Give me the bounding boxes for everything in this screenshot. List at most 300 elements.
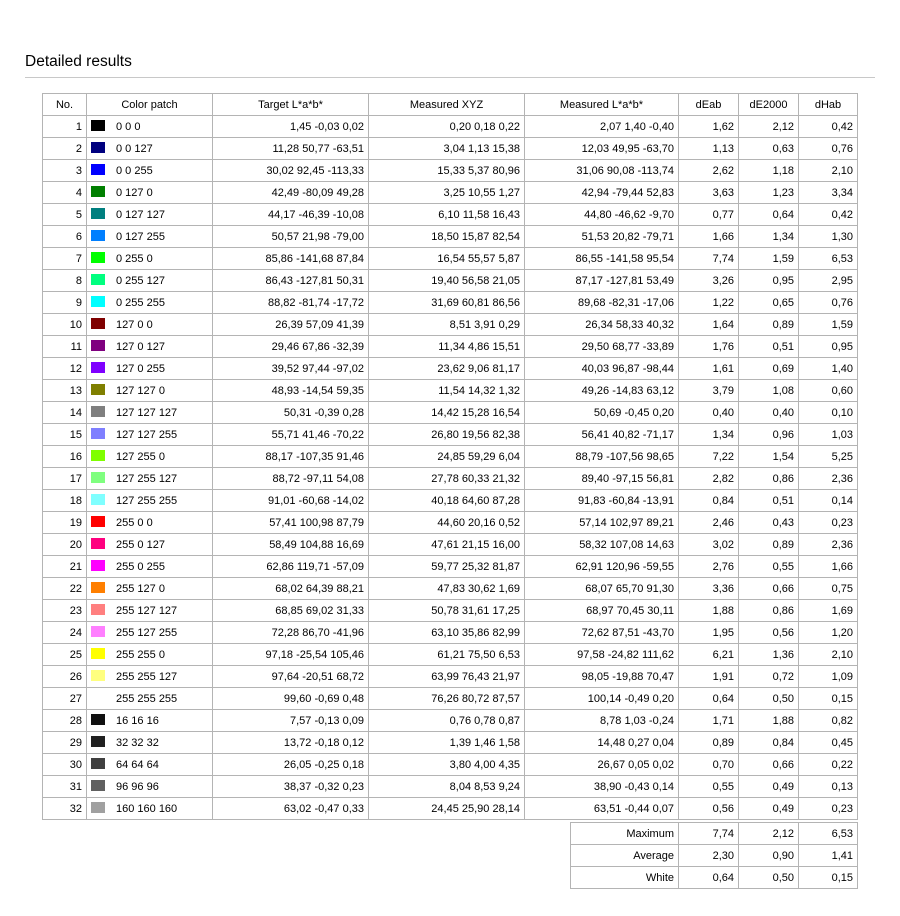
results-body (43, 116, 858, 820)
table-row (43, 732, 858, 754)
cell-deab: 1,95 (679, 622, 739, 644)
summary-row (571, 823, 858, 845)
cell-measured-xyz: 3,80 4,00 4,35 (369, 754, 525, 776)
cell-de2000: 0,96 (739, 424, 799, 446)
cell-measured-lab: 14,48 0,27 0,04 (525, 732, 679, 754)
color-swatch (91, 274, 105, 285)
cell-measured-xyz: 63,99 76,43 21,97 (369, 666, 525, 688)
cell-no: 21 (43, 556, 87, 578)
cell-dhab: 1,69 (799, 600, 858, 622)
table-row (43, 424, 858, 446)
cell-measured-xyz: 59,77 25,32 81,87 (369, 556, 525, 578)
table-row (43, 402, 858, 424)
cell-color-patch (87, 314, 213, 336)
cell-target-lab: 39,52 97,44 -97,02 (213, 358, 369, 380)
color-patch-label: 0 255 0 (116, 252, 153, 265)
cell-target-lab: 91,01 -60,68 -14,02 (213, 490, 369, 512)
cell-measured-xyz: 15,33 5,37 80,96 (369, 160, 525, 182)
cell-deab: 1,62 (679, 116, 739, 138)
cell-measured-lab: 2,07 1,40 -0,40 (525, 116, 679, 138)
cell-color-patch (87, 644, 213, 666)
cell-color-patch (87, 754, 213, 776)
color-swatch (91, 252, 105, 263)
color-swatch (91, 670, 105, 681)
cell-target-lab: 13,72 -0,18 0,12 (213, 732, 369, 754)
cell-measured-xyz: 3,25 10,55 1,27 (369, 182, 525, 204)
cell-no: 19 (43, 512, 87, 534)
cell-measured-xyz: 11,34 4,86 15,51 (369, 336, 525, 358)
table-row (43, 666, 858, 688)
cell-measured-xyz: 0,20 0,18 0,22 (369, 116, 525, 138)
cell-measured-lab: 29,50 68,77 -33,89 (525, 336, 679, 358)
cell-de2000: 0,95 (739, 270, 799, 292)
cell-no: 23 (43, 600, 87, 622)
color-swatch (91, 164, 105, 175)
cell-no: 16 (43, 446, 87, 468)
cell-dhab: 0,60 (799, 380, 858, 402)
cell-target-lab: 88,17 -107,35 91,46 (213, 446, 369, 468)
cell-measured-xyz: 24,45 25,90 28,14 (369, 798, 525, 820)
cell-color-patch (87, 116, 213, 138)
cell-de2000: 0,66 (739, 754, 799, 776)
cell-target-lab: 99,60 -0,69 0,48 (213, 688, 369, 710)
color-swatch (91, 406, 105, 417)
cell-color-patch (87, 710, 213, 732)
cell-color-patch (87, 446, 213, 468)
cell-dhab: 0,15 (799, 688, 858, 710)
color-swatch (91, 362, 105, 373)
summary-label: Average (571, 845, 679, 867)
cell-color-patch (87, 600, 213, 622)
color-swatch (91, 494, 105, 505)
cell-target-lab: 57,41 100,98 87,79 (213, 512, 369, 534)
cell-de2000: 0,40 (739, 402, 799, 424)
cell-no: 4 (43, 182, 87, 204)
color-swatch (91, 758, 105, 769)
table-row (43, 226, 858, 248)
cell-deab: 1,61 (679, 358, 739, 380)
cell-measured-lab: 100,14 -0,49 0,20 (525, 688, 679, 710)
cell-deab: 1,71 (679, 710, 739, 732)
summary-table (570, 822, 858, 889)
cell-measured-lab: 40,03 96,87 -98,44 (525, 358, 679, 380)
cell-dhab: 0,23 (799, 512, 858, 534)
cell-target-lab: 63,02 -0,47 0,33 (213, 798, 369, 820)
color-swatch (91, 582, 105, 593)
color-patch-label: 255 0 0 (116, 516, 153, 529)
color-patch-label: 127 0 255 (116, 362, 165, 375)
cell-de2000: 0,50 (739, 688, 799, 710)
cell-color-patch (87, 292, 213, 314)
cell-measured-lab: 88,79 -107,56 98,65 (525, 446, 679, 468)
summary-dhab: 1,41 (799, 845, 858, 867)
cell-measured-xyz: 16,54 55,57 5,87 (369, 248, 525, 270)
cell-color-patch (87, 380, 213, 402)
cell-deab: 1,64 (679, 314, 739, 336)
color-swatch (91, 516, 105, 527)
table-row (43, 138, 858, 160)
cell-deab: 0,64 (679, 688, 739, 710)
cell-deab: 1,66 (679, 226, 739, 248)
cell-deab: 0,55 (679, 776, 739, 798)
cell-color-patch (87, 798, 213, 820)
cell-color-patch (87, 248, 213, 270)
table-row (43, 600, 858, 622)
cell-no: 15 (43, 424, 87, 446)
cell-target-lab: 55,71 41,46 -70,22 (213, 424, 369, 446)
color-swatch (91, 736, 105, 747)
cell-measured-xyz: 47,83 30,62 1,69 (369, 578, 525, 600)
cell-target-lab: 97,18 -25,54 105,46 (213, 644, 369, 666)
cell-measured-xyz: 24,85 59,29 6,04 (369, 446, 525, 468)
cell-de2000: 1,88 (739, 710, 799, 732)
summary-body (571, 823, 858, 889)
cell-de2000: 0,69 (739, 358, 799, 380)
cell-no: 18 (43, 490, 87, 512)
cell-target-lab: 68,02 64,39 88,21 (213, 578, 369, 600)
cell-deab: 7,74 (679, 248, 739, 270)
cell-measured-lab: 44,80 -46,62 -9,70 (525, 204, 679, 226)
cell-measured-lab: 12,03 49,95 -63,70 (525, 138, 679, 160)
cell-de2000: 1,34 (739, 226, 799, 248)
cell-de2000: 0,64 (739, 204, 799, 226)
cell-de2000: 0,51 (739, 336, 799, 358)
cell-target-lab: 30,02 92,45 -113,33 (213, 160, 369, 182)
cell-no: 13 (43, 380, 87, 402)
color-patch-label: 255 255 0 (116, 648, 165, 661)
cell-de2000: 0,43 (739, 512, 799, 534)
cell-measured-xyz: 18,50 15,87 82,54 (369, 226, 525, 248)
cell-dhab: 1,40 (799, 358, 858, 380)
color-patch-label: 0 127 255 (116, 230, 165, 243)
cell-color-patch (87, 688, 213, 710)
cell-deab: 3,63 (679, 182, 739, 204)
column-header: Measured L*a*b* (525, 94, 679, 116)
cell-de2000: 0,49 (739, 798, 799, 820)
summary-de2000: 0,50 (739, 867, 799, 889)
cell-measured-lab: 87,17 -127,81 53,49 (525, 270, 679, 292)
cell-color-patch (87, 336, 213, 358)
summary-label: Maximum (571, 823, 679, 845)
cell-measured-xyz: 76,26 80,72 87,57 (369, 688, 525, 710)
cell-dhab: 0,14 (799, 490, 858, 512)
summary-deab: 7,74 (679, 823, 739, 845)
cell-deab: 1,88 (679, 600, 739, 622)
cell-target-lab: 42,49 -80,09 49,28 (213, 182, 369, 204)
cell-target-lab: 62,86 119,71 -57,09 (213, 556, 369, 578)
cell-deab: 1,22 (679, 292, 739, 314)
cell-measured-lab: 8,78 1,03 -0,24 (525, 710, 679, 732)
cell-no: 20 (43, 534, 87, 556)
table-row (43, 688, 858, 710)
cell-measured-lab: 72,62 87,51 -43,70 (525, 622, 679, 644)
cell-deab: 0,84 (679, 490, 739, 512)
cell-no: 27 (43, 688, 87, 710)
table-row (43, 578, 858, 600)
cell-deab: 6,21 (679, 644, 739, 666)
color-swatch (91, 296, 105, 307)
cell-dhab: 1,66 (799, 556, 858, 578)
cell-measured-xyz: 0,76 0,78 0,87 (369, 710, 525, 732)
color-patch-label: 255 255 255 (116, 692, 178, 705)
cell-measured-xyz: 44,60 20,16 0,52 (369, 512, 525, 534)
cell-de2000: 2,12 (739, 116, 799, 138)
cell-measured-lab: 49,26 -14,83 63,12 (525, 380, 679, 402)
cell-no: 17 (43, 468, 87, 490)
cell-deab: 0,70 (679, 754, 739, 776)
cell-no: 28 (43, 710, 87, 732)
cell-deab: 2,82 (679, 468, 739, 490)
cell-color-patch (87, 226, 213, 248)
cell-deab: 1,34 (679, 424, 739, 446)
color-patch-label: 127 0 127 (116, 340, 165, 353)
cell-dhab: 0,13 (799, 776, 858, 798)
cell-target-lab: 97,64 -20,51 68,72 (213, 666, 369, 688)
cell-measured-xyz: 26,80 19,56 82,38 (369, 424, 525, 446)
cell-dhab: 0,76 (799, 138, 858, 160)
table-row (43, 292, 858, 314)
cell-no: 8 (43, 270, 87, 292)
cell-no: 25 (43, 644, 87, 666)
table-row (43, 490, 858, 512)
color-swatch (91, 648, 105, 659)
cell-target-lab: 29,46 67,86 -32,39 (213, 336, 369, 358)
cell-dhab: 0,45 (799, 732, 858, 754)
column-header: dHab (799, 94, 858, 116)
cell-color-patch (87, 512, 213, 534)
summary-row (571, 867, 858, 889)
cell-target-lab: 7,57 -0,13 0,09 (213, 710, 369, 732)
table-row (43, 798, 858, 820)
cell-dhab: 0,76 (799, 292, 858, 314)
column-header: Target L*a*b* (213, 94, 369, 116)
cell-deab: 3,26 (679, 270, 739, 292)
cell-measured-xyz: 61,21 75,50 6,53 (369, 644, 525, 666)
cell-target-lab: 88,72 -97,11 54,08 (213, 468, 369, 490)
cell-dhab: 0,95 (799, 336, 858, 358)
cell-de2000: 1,23 (739, 182, 799, 204)
cell-color-patch (87, 204, 213, 226)
table-row (43, 182, 858, 204)
color-patch-label: 127 255 127 (116, 472, 178, 485)
color-patch-label: 127 127 255 (116, 428, 178, 441)
table-header-row (43, 94, 858, 116)
color-patch-label: 160 160 160 (116, 802, 178, 815)
summary-deab: 2,30 (679, 845, 739, 867)
cell-de2000: 1,59 (739, 248, 799, 270)
color-swatch (91, 142, 105, 153)
section-title: Detailed results (25, 53, 132, 70)
color-swatch (91, 472, 105, 483)
title-divider (25, 77, 875, 78)
summary-de2000: 0,90 (739, 845, 799, 867)
cell-dhab: 6,53 (799, 248, 858, 270)
cell-color-patch (87, 666, 213, 688)
cell-measured-xyz: 47,61 21,15 16,00 (369, 534, 525, 556)
cell-measured-xyz: 27,78 60,33 21,32 (369, 468, 525, 490)
cell-de2000: 1,36 (739, 644, 799, 666)
cell-dhab: 3,34 (799, 182, 858, 204)
color-patch-label: 0 255 127 (116, 274, 165, 287)
cell-deab: 2,62 (679, 160, 739, 182)
color-patch-label: 96 96 96 (116, 780, 159, 793)
color-swatch (91, 450, 105, 461)
color-swatch (91, 714, 105, 725)
cell-no: 1 (43, 116, 87, 138)
cell-de2000: 0,66 (739, 578, 799, 600)
cell-no: 11 (43, 336, 87, 358)
cell-target-lab: 85,86 -141,68 87,84 (213, 248, 369, 270)
cell-measured-xyz: 50,78 31,61 17,25 (369, 600, 525, 622)
color-patch-label: 0 0 127 (116, 142, 153, 155)
table-row (43, 446, 858, 468)
cell-dhab: 0,42 (799, 204, 858, 226)
cell-measured-lab: 97,58 -24,82 111,62 (525, 644, 679, 666)
cell-measured-xyz: 63,10 35,86 82,99 (369, 622, 525, 644)
cell-measured-lab: 50,69 -0,45 0,20 (525, 402, 679, 424)
table-row (43, 336, 858, 358)
cell-color-patch (87, 556, 213, 578)
cell-de2000: 0,86 (739, 600, 799, 622)
cell-color-patch (87, 468, 213, 490)
color-patch-label: 127 255 255 (116, 494, 178, 507)
column-header: No. (43, 94, 87, 116)
cell-measured-lab: 98,05 -19,88 70,47 (525, 666, 679, 688)
cell-dhab: 0,42 (799, 116, 858, 138)
cell-de2000: 0,49 (739, 776, 799, 798)
cell-target-lab: 26,39 57,09 41,39 (213, 314, 369, 336)
cell-measured-lab: 58,32 107,08 14,63 (525, 534, 679, 556)
table-row (43, 468, 858, 490)
cell-measured-lab: 68,07 65,70 91,30 (525, 578, 679, 600)
column-header: Measured XYZ (369, 94, 525, 116)
cell-dhab: 2,10 (799, 160, 858, 182)
cell-deab: 7,22 (679, 446, 739, 468)
cell-measured-lab: 89,40 -97,15 56,81 (525, 468, 679, 490)
color-patch-label: 0 127 127 (116, 208, 165, 221)
cell-no: 14 (43, 402, 87, 424)
table-row (43, 622, 858, 644)
cell-no: 31 (43, 776, 87, 798)
cell-measured-lab: 91,83 -60,84 -13,91 (525, 490, 679, 512)
cell-target-lab: 68,85 69,02 31,33 (213, 600, 369, 622)
cell-deab: 0,40 (679, 402, 739, 424)
cell-no: 10 (43, 314, 87, 336)
cell-measured-xyz: 19,40 56,58 21,05 (369, 270, 525, 292)
cell-dhab: 2,95 (799, 270, 858, 292)
cell-de2000: 0,63 (739, 138, 799, 160)
cell-de2000: 0,86 (739, 468, 799, 490)
cell-no: 3 (43, 160, 87, 182)
cell-deab: 3,36 (679, 578, 739, 600)
cell-color-patch (87, 424, 213, 446)
cell-target-lab: 1,45 -0,03 0,02 (213, 116, 369, 138)
color-patch-label: 127 127 0 (116, 384, 165, 397)
cell-dhab: 5,25 (799, 446, 858, 468)
color-swatch (91, 384, 105, 395)
cell-measured-lab: 63,51 -0,44 0,07 (525, 798, 679, 820)
color-patch-label: 255 127 0 (116, 582, 165, 595)
cell-color-patch (87, 402, 213, 424)
cell-de2000: 0,84 (739, 732, 799, 754)
cell-measured-lab: 42,94 -79,44 52,83 (525, 182, 679, 204)
cell-de2000: 1,08 (739, 380, 799, 402)
table-row (43, 204, 858, 226)
cell-no: 9 (43, 292, 87, 314)
color-swatch (91, 692, 105, 703)
summary-dhab: 6,53 (799, 823, 858, 845)
color-swatch (91, 120, 105, 131)
color-patch-label: 0 0 0 (116, 120, 141, 133)
cell-no: 24 (43, 622, 87, 644)
cell-measured-xyz: 11,54 14,32 1,32 (369, 380, 525, 402)
cell-no: 5 (43, 204, 87, 226)
table-row (43, 270, 858, 292)
color-patch-label: 127 0 0 (116, 318, 153, 331)
cell-dhab: 2,36 (799, 534, 858, 556)
cell-measured-xyz: 23,62 9,06 81,17 (369, 358, 525, 380)
cell-deab: 2,46 (679, 512, 739, 534)
cell-no: 7 (43, 248, 87, 270)
summary-label: White (571, 867, 679, 889)
cell-de2000: 0,89 (739, 314, 799, 336)
column-header: Color patch (87, 94, 213, 116)
cell-de2000: 0,56 (739, 622, 799, 644)
cell-color-patch (87, 622, 213, 644)
column-header: dE2000 (739, 94, 799, 116)
table-row (43, 534, 858, 556)
column-header: dEab (679, 94, 739, 116)
color-swatch (91, 780, 105, 791)
cell-target-lab: 86,43 -127,81 50,31 (213, 270, 369, 292)
cell-measured-lab: 31,06 90,08 -113,74 (525, 160, 679, 182)
table-row (43, 512, 858, 534)
cell-deab: 0,56 (679, 798, 739, 820)
table-row (43, 776, 858, 798)
cell-dhab: 0,82 (799, 710, 858, 732)
cell-measured-xyz: 14,42 15,28 16,54 (369, 402, 525, 424)
summary-row (571, 845, 858, 867)
cell-measured-xyz: 1,39 1,46 1,58 (369, 732, 525, 754)
cell-target-lab: 26,05 -0,25 0,18 (213, 754, 369, 776)
cell-de2000: 0,65 (739, 292, 799, 314)
table-row (43, 358, 858, 380)
cell-target-lab: 88,82 -81,74 -17,72 (213, 292, 369, 314)
table-row (43, 556, 858, 578)
cell-no: 2 (43, 138, 87, 160)
color-patch-label: 32 32 32 (116, 736, 159, 749)
table-row (43, 754, 858, 776)
table-row (43, 644, 858, 666)
cell-dhab: 0,75 (799, 578, 858, 600)
cell-color-patch (87, 182, 213, 204)
cell-color-patch (87, 358, 213, 380)
cell-target-lab: 72,28 86,70 -41,96 (213, 622, 369, 644)
cell-de2000: 0,51 (739, 490, 799, 512)
cell-measured-xyz: 40,18 64,60 87,28 (369, 490, 525, 512)
cell-color-patch (87, 732, 213, 754)
cell-target-lab: 58,49 104,88 16,69 (213, 534, 369, 556)
cell-deab: 1,13 (679, 138, 739, 160)
cell-target-lab: 50,31 -0,39 0,28 (213, 402, 369, 424)
color-patch-label: 255 0 127 (116, 538, 165, 551)
cell-deab: 3,79 (679, 380, 739, 402)
cell-deab: 2,76 (679, 556, 739, 578)
color-patch-label: 127 255 0 (116, 450, 165, 463)
cell-target-lab: 11,28 50,77 -63,51 (213, 138, 369, 160)
color-patch-label: 255 0 255 (116, 560, 165, 573)
cell-dhab: 2,10 (799, 644, 858, 666)
